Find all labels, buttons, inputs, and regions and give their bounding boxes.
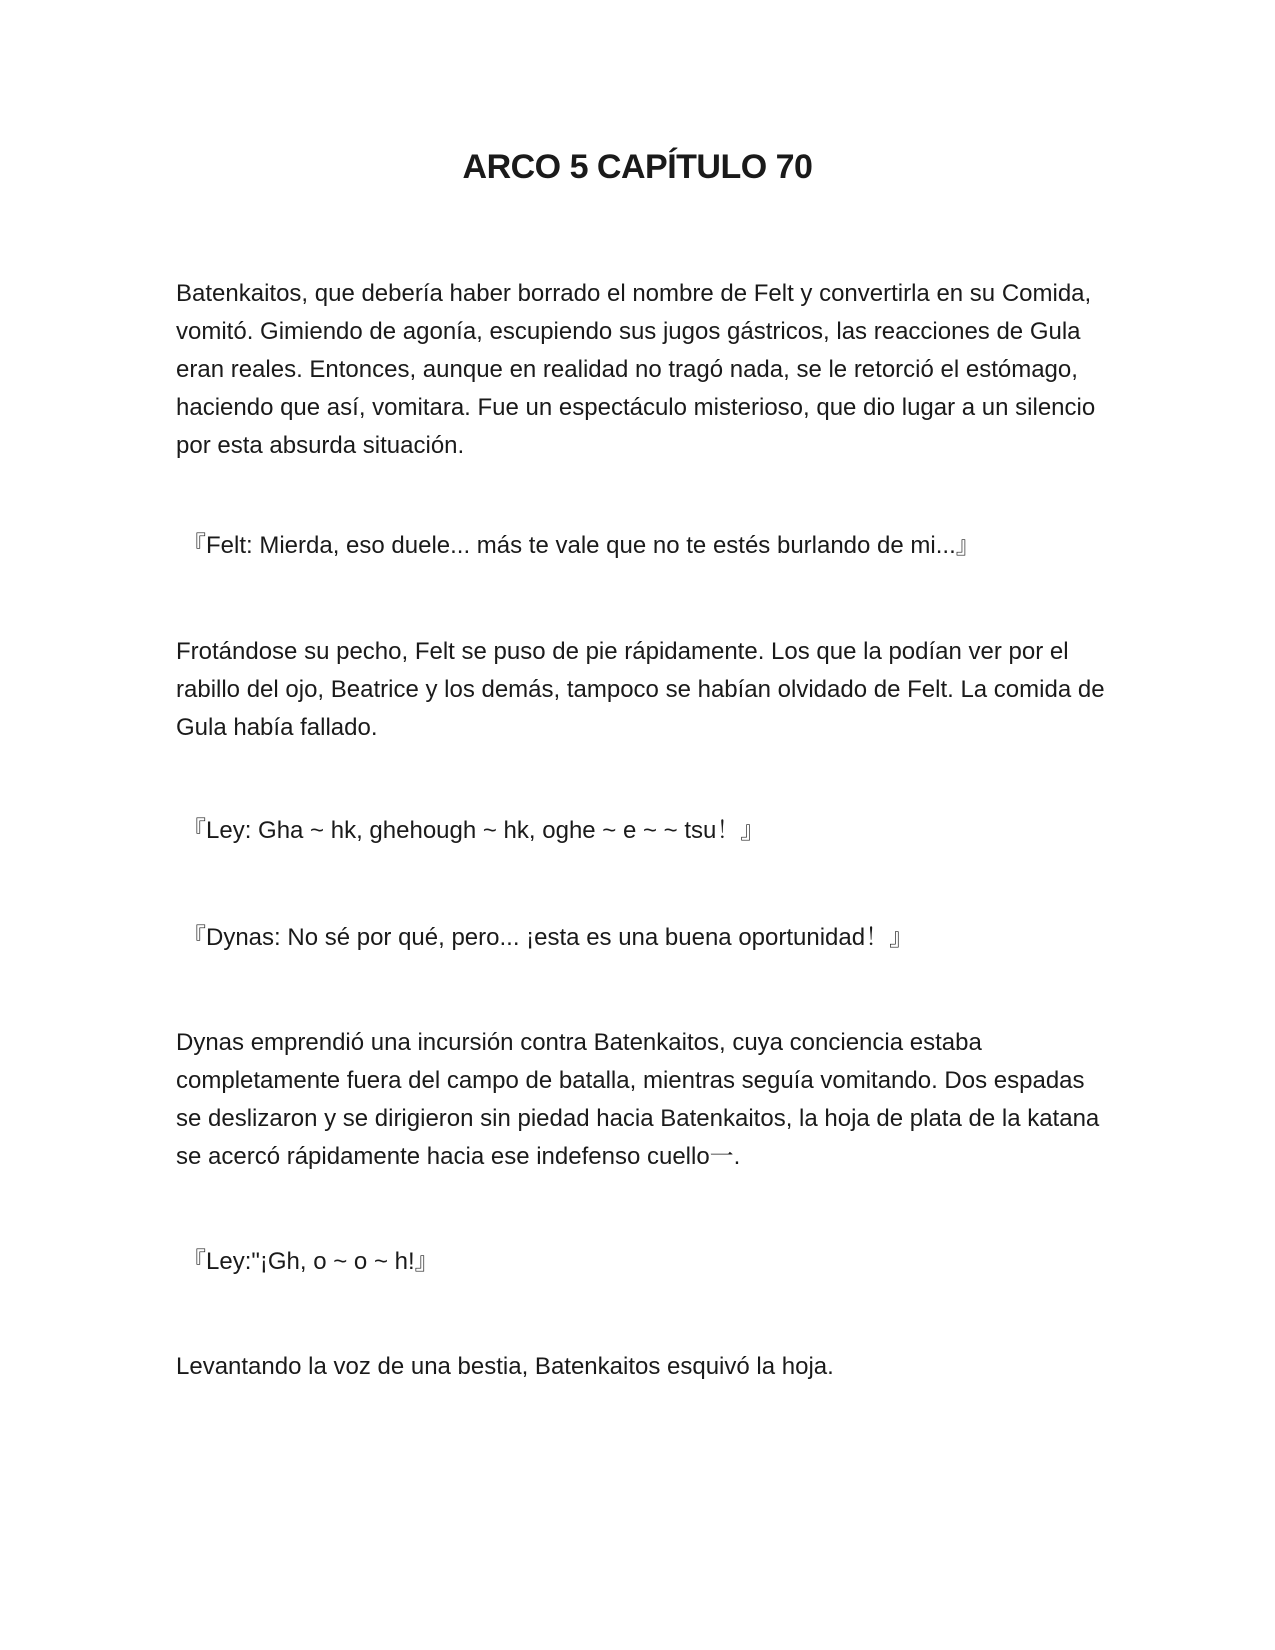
dialogue-ley-1: 『Ley: Gha ~ hk, ghehough ~ hk, oghe ~ e ~ ~ tsu！』	[182, 817, 765, 844]
paragraph-1: Batenkaitos, que debería haber borrado el nombre de Felt y convertirla en su Comida, vomitó. Gimiendo de agonía, escupiendo sus jugos gástricos, las reacciones de Gula eran reales. Entonces, aunque en realidad no tragó nada, se le retorció el estómago, haciendo que así, vomitara. Fue un espectáculo misterioso, que dio lugar a un silencio por esta absurda situación.	[176, 280, 1096, 459]
paragraph-2: Frotándose su pecho, Felt se puso de pie rápidamente. Los que la podían ver por el rabillo del ojo, Beatrice y los demás, tampoco se habían olvidado de Felt. La comida de Gula había fallado.	[176, 638, 1105, 741]
paragraph-4: Levantando la voz de una bestia, Batenkaitos esquivó la hoja.	[176, 1353, 834, 1380]
page-title: ARCO 5 CAPÍTULO 70	[462, 148, 813, 186]
dialogue-ley-2: 『Ley:"¡Gh, o ~ o ~ h!』	[182, 1248, 439, 1275]
dialogue-dynas: 『Dynas: No sé por qué, pero... ¡esta es una buena oportunidad！』	[182, 924, 914, 951]
dialogue-felt: 『Felt: Mierda, eso duele... más te vale que no te estés burlando de mi...』	[182, 532, 980, 559]
paragraph-3: Dynas emprendió una incursión contra Batenkaitos, cuya conciencia estaba completamente fuera del campo de batalla, mientras seguía vomitando. Dos espadas se deslizaron y se dirigieron sin piedad hacia Batenkaitos, la hoja de plata de la katana se acercó rápidamente hacia ese indefenso cuello一.	[176, 1029, 1100, 1170]
